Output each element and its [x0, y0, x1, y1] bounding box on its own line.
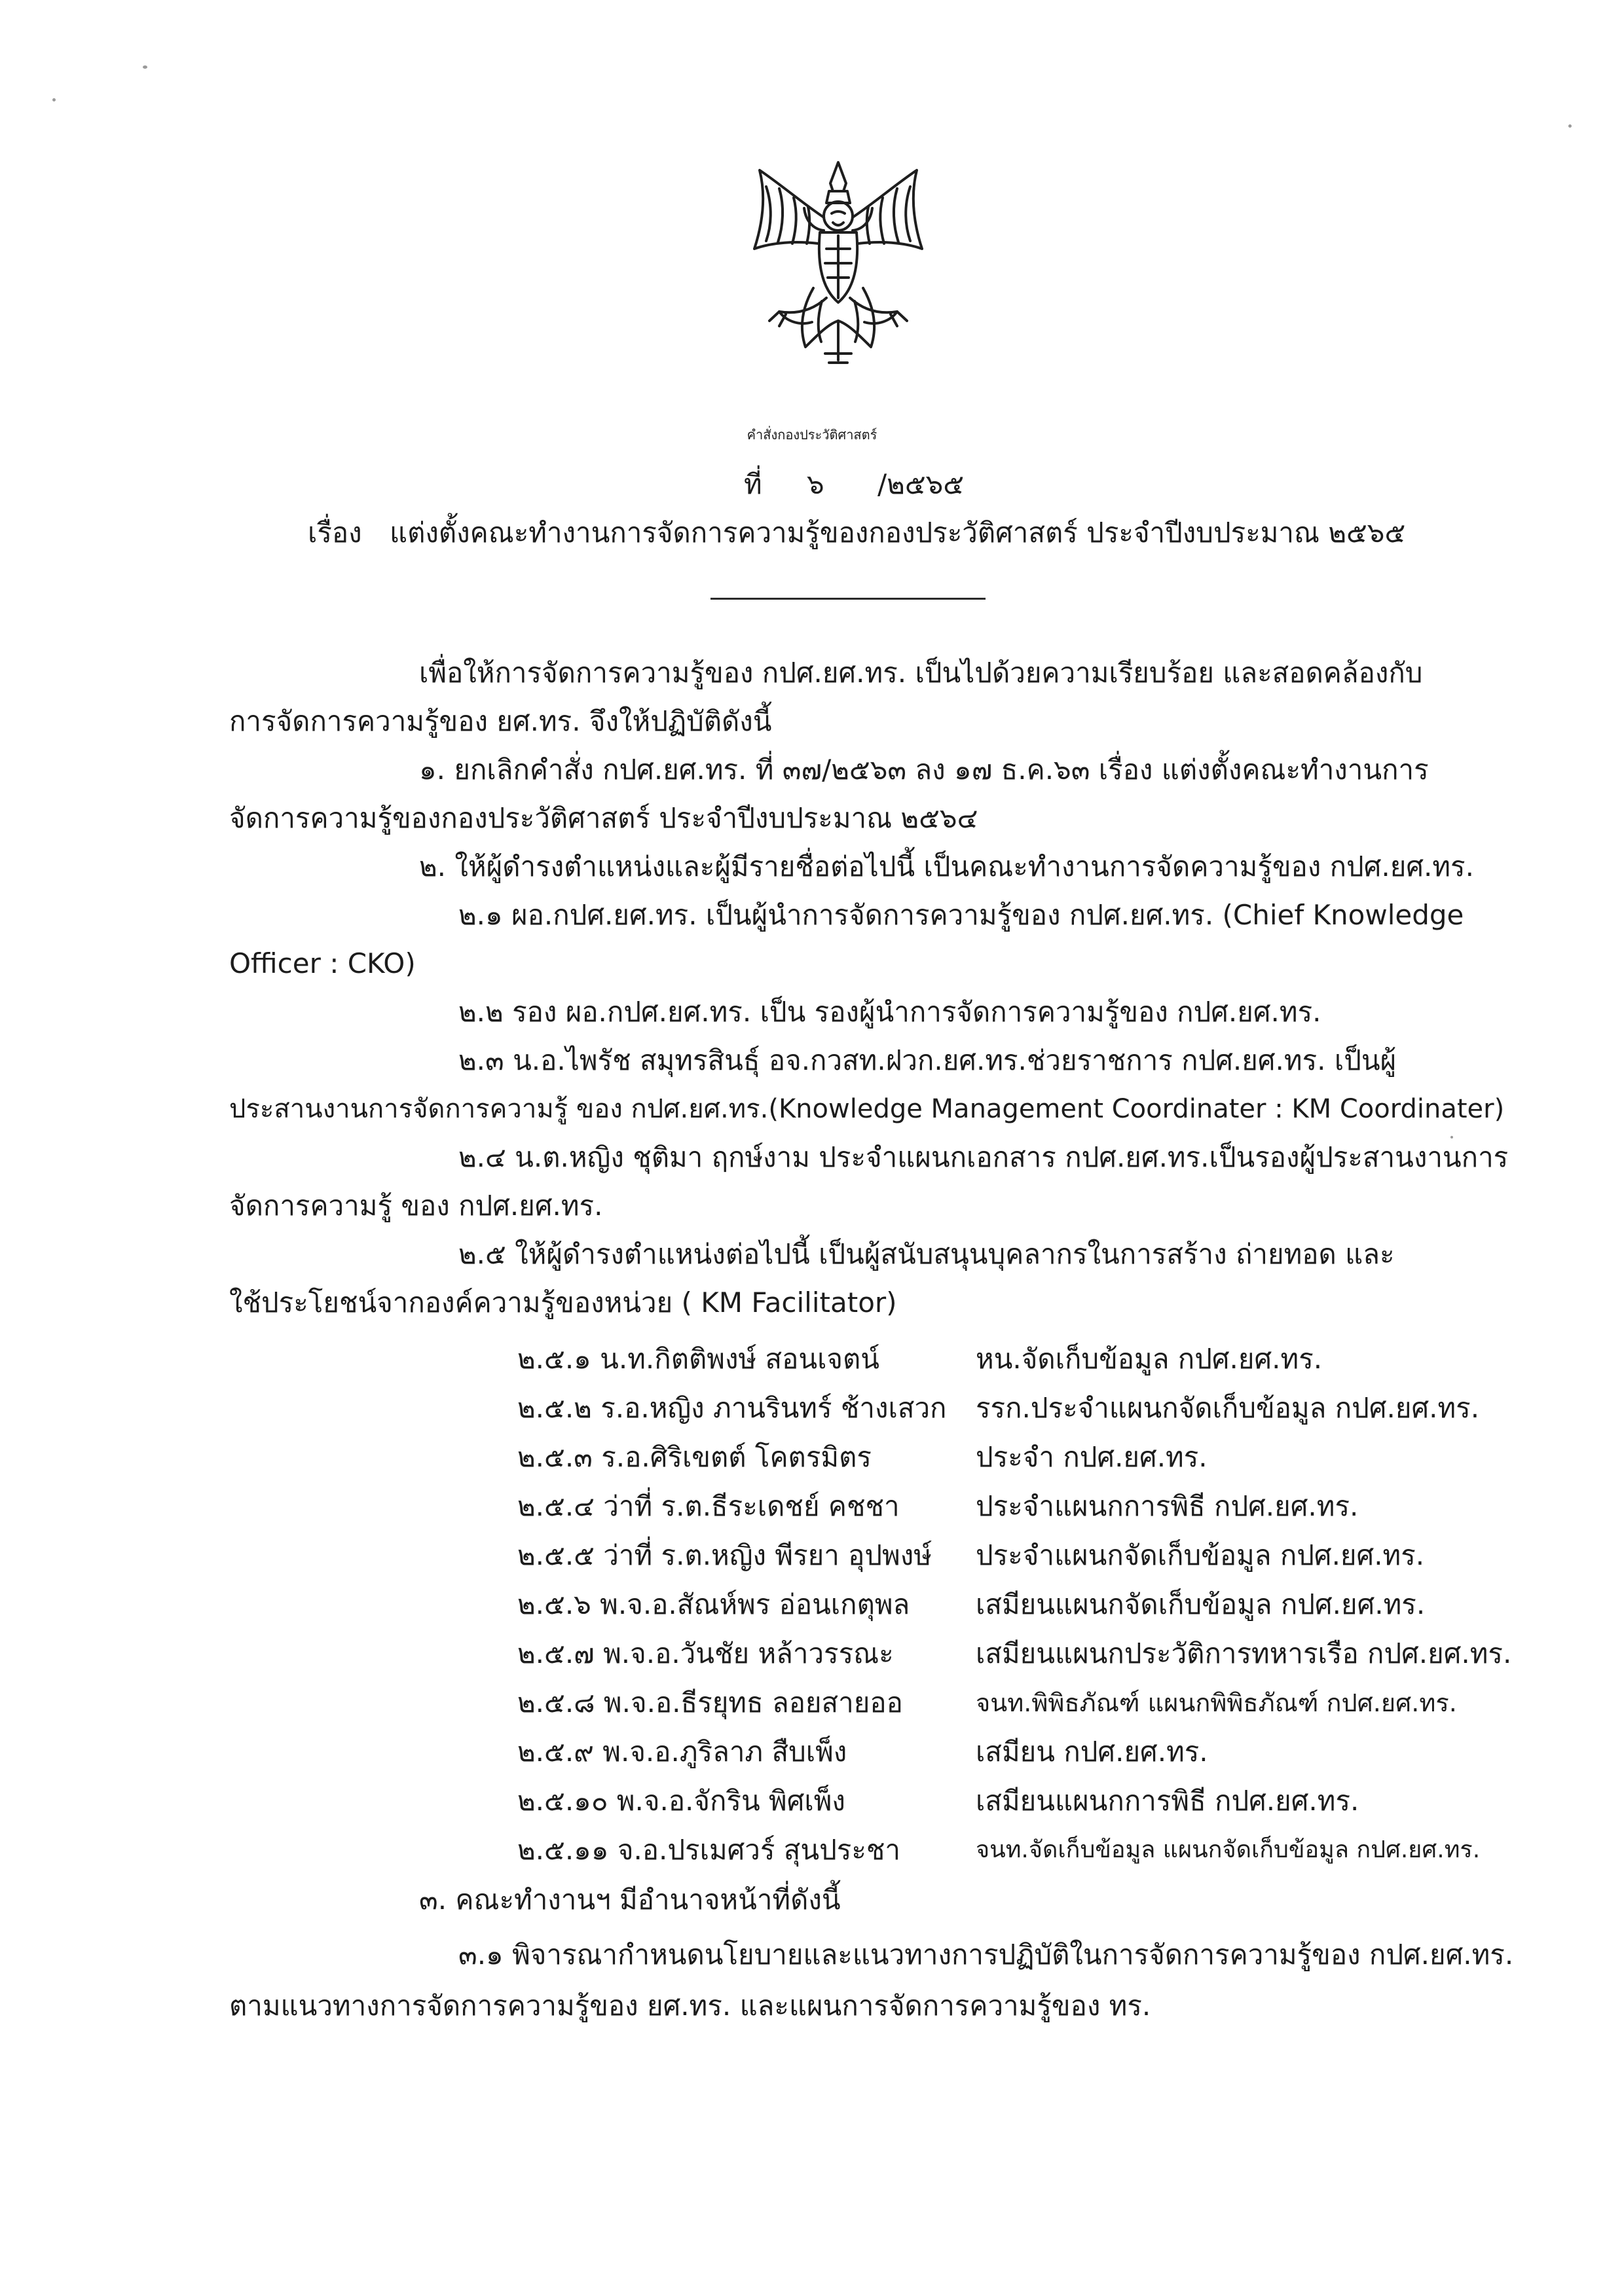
subject-label: เรื่อง	[308, 517, 362, 549]
facilitator-role: รรก.ประจำแผนกจัดเก็บข้อมูล กปศ.ยศ.ทร.	[976, 1392, 1480, 1424]
facilitator-role: จนท.พิพิธภัณฑ์ แผนกพิพิธภัณฑ์ กปศ.ยศ.ทร.	[976, 1688, 1457, 1717]
item-2-4-line-1: ๒.๔ น.ต.หญิง ชุติมา ฤกษ์งาม ประจำแผนกเอกสาร กปศ.ยศ.ทร.เป็นรองผู้ประสานงานการ	[458, 1141, 1509, 1173]
scan-speck	[143, 65, 147, 69]
facilitator-name: ๒.๕.๖ พ.จ.อ.สัณห์พร อ่อนเกตุพล	[517, 1588, 910, 1620]
subject-text: แต่งตั้งคณะทำงานการจัดการความรู้ของกองประวัติศาสตร์ ประจำปีงบประมาณ ๒๕๖๕	[390, 517, 1406, 549]
facilitator-name: ๒.๕.๑๐ พ.จ.อ.จักริน พิศเพ็ง	[517, 1785, 845, 1817]
order-number-label: ที่	[744, 468, 762, 500]
facilitator-name: ๒.๕.๔ ว่าที่ ร.ต.ธีระเดชย์ คชชา	[517, 1490, 900, 1522]
facilitator-role: หน.จัดเก็บข้อมูล กปศ.ยศ.ทร.	[976, 1343, 1323, 1375]
order-number-year: /๒๕๖๕	[877, 468, 965, 500]
intro-line-1: เพื่อให้การจัดการความรู้ของ กปศ.ยศ.ทร. เป็นไปด้วยความเรียบร้อย และสอดคล้องกับ	[419, 657, 1423, 689]
facilitator-name: ๒.๕.๙ พ.จ.อ.ภูริลาภ สืบเพ็ง	[517, 1736, 847, 1768]
item-2-5-line-1: ๒.๕ ให้ผู้ดำรงตำแหน่งต่อไปนี้ เป็นผู้สนับสนุนบุคลากรในการสร้าง ถ่ายทอด และ	[458, 1238, 1395, 1270]
garuda-emblem	[740, 157, 936, 373]
item-2-3-line-2: ประสานงานการจัดการความรู้ ของ กปศ.ยศ.ทร.(Knowledge Management Coordinater : KM Coordinater)	[229, 1094, 1505, 1124]
header-divider	[710, 598, 986, 600]
item-2-3-line-1: ๒.๓ น.อ.ไพรัช สมุทรสินธุ์ อจ.กวสท.ฝวก.ยศ.ทร.ช่วยราชการ กปศ.ยศ.ทร. เป็นผู้	[458, 1044, 1397, 1076]
order-number-value: ๖	[807, 468, 824, 500]
facilitator-role: ประจำแผนกจัดเก็บข้อมูล กปศ.ยศ.ทร.	[976, 1539, 1425, 1571]
facilitator-name: ๒.๕.๗ พ.จ.อ.วันชัย หล้าวรรณะ	[517, 1637, 894, 1669]
facilitator-role: เสมียน กปศ.ยศ.ทร.	[976, 1736, 1208, 1768]
facilitator-role: เสมียนแผนกจัดเก็บข้อมูล กปศ.ยศ.ทร.	[976, 1588, 1426, 1620]
item-2-1-line-2: Officer : CKO)	[229, 947, 416, 979]
facilitator-role: เสมียนแผนกประวัติการทหารเรือ กปศ.ยศ.ทร.	[976, 1637, 1512, 1669]
facilitator-name: ๒.๕.๘ พ.จ.อ.ธีรยุทธ ลอยสายออ	[517, 1686, 903, 1719]
item-3-1-line-1: ๓.๑ พิจารณากำหนดนโยบายและแนวทางการปฏิบัติในการจัดการความรู้ของ กปศ.ยศ.ทร.	[458, 1939, 1514, 1971]
facilitator-name: ๒.๕.๕ ว่าที่ ร.ต.หญิง พีรยา อุปพงษ์	[517, 1539, 932, 1571]
scan-speck	[1568, 124, 1572, 128]
order-title: คำสั่งกองประวัติศาสตร์	[747, 427, 877, 443]
facilitator-role: ประจำแผนกการพิธี กปศ.ยศ.ทร.	[976, 1490, 1359, 1522]
item-2-5-line-2: ใช้ประโยชน์จากองค์ความรู้ของหน่วย ( KM Facilitator)	[229, 1286, 897, 1319]
facilitator-name: ๒.๕.๑ น.ท.กิตติพงษ์ สอนเจตน์	[517, 1343, 880, 1375]
item-3-1-line-2: ตามแนวทางการจัดการความรู้ของ ยศ.ทร. และแผนการจัดการความรู้ของ ทร.	[229, 1990, 1151, 2022]
scan-speck	[1450, 1136, 1453, 1139]
item-2-4-line-2: จัดการความรู้ ของ กปศ.ยศ.ทร.	[229, 1190, 603, 1222]
facilitator-name: ๒.๕.๑๑ จ.อ.ปรเมศวร์ สุนประชา	[517, 1834, 901, 1866]
item-2: ๒. ให้ผู้ดำรงตำแหน่งและผู้มีรายชื่อต่อไปนี้ เป็นคณะทำงานการจัดความรู้ของ กปศ.ยศ.ทร.	[419, 850, 1474, 883]
facilitator-role: ประจำ กปศ.ยศ.ทร.	[976, 1441, 1208, 1473]
facilitator-role: เสมียนแผนกการพิธี กปศ.ยศ.ทร.	[976, 1785, 1359, 1817]
scan-speck	[52, 98, 56, 101]
facilitator-name: ๒.๕.๒ ร.อ.หญิง ภานรินทร์ ช้างเสวก	[517, 1392, 947, 1424]
intro-line-2: การจัดการความรู้ของ ยศ.ทร. จึงให้ปฏิบัติดังนี้	[229, 705, 772, 737]
facilitator-role: จนท.จัดเก็บข้อมูล แผนกจัดเก็บข้อมูล กปศ.ยศ.ทร.	[976, 1836, 1481, 1863]
item-1-line-1: ๑. ยกเลิกคำสั่ง กปศ.ยศ.ทร. ที่ ๓๗/๒๕๖๓ ลง ๑๗ ธ.ค.๖๓ เรื่อง แต่งตั้งคณะทำงานการ	[419, 754, 1429, 786]
item-2-1-line-1: ๒.๑ ผอ.กปศ.ยศ.ทร. เป็นผู้นำการจัดการความรู้ของ กปศ.ยศ.ทร. (Chief Knowledge	[458, 899, 1464, 931]
item-3: ๓. คณะทำงานฯ มีอำนาจหน้าที่ดังนี้	[419, 1884, 841, 1916]
item-1-line-2: จัดการความรู้ของกองประวัติศาสตร์ ประจำปีงบประมาณ ๒๕๖๔	[229, 802, 978, 834]
facilitator-name: ๒.๕.๓ ร.อ.ศิริเขตต์ โคตรมิตร	[517, 1441, 872, 1473]
item-2-2: ๒.๒ รอง ผอ.กปศ.ยศ.ทร. เป็น รองผู้นำการจัดการความรู้ของ กปศ.ยศ.ทร.	[458, 996, 1321, 1028]
